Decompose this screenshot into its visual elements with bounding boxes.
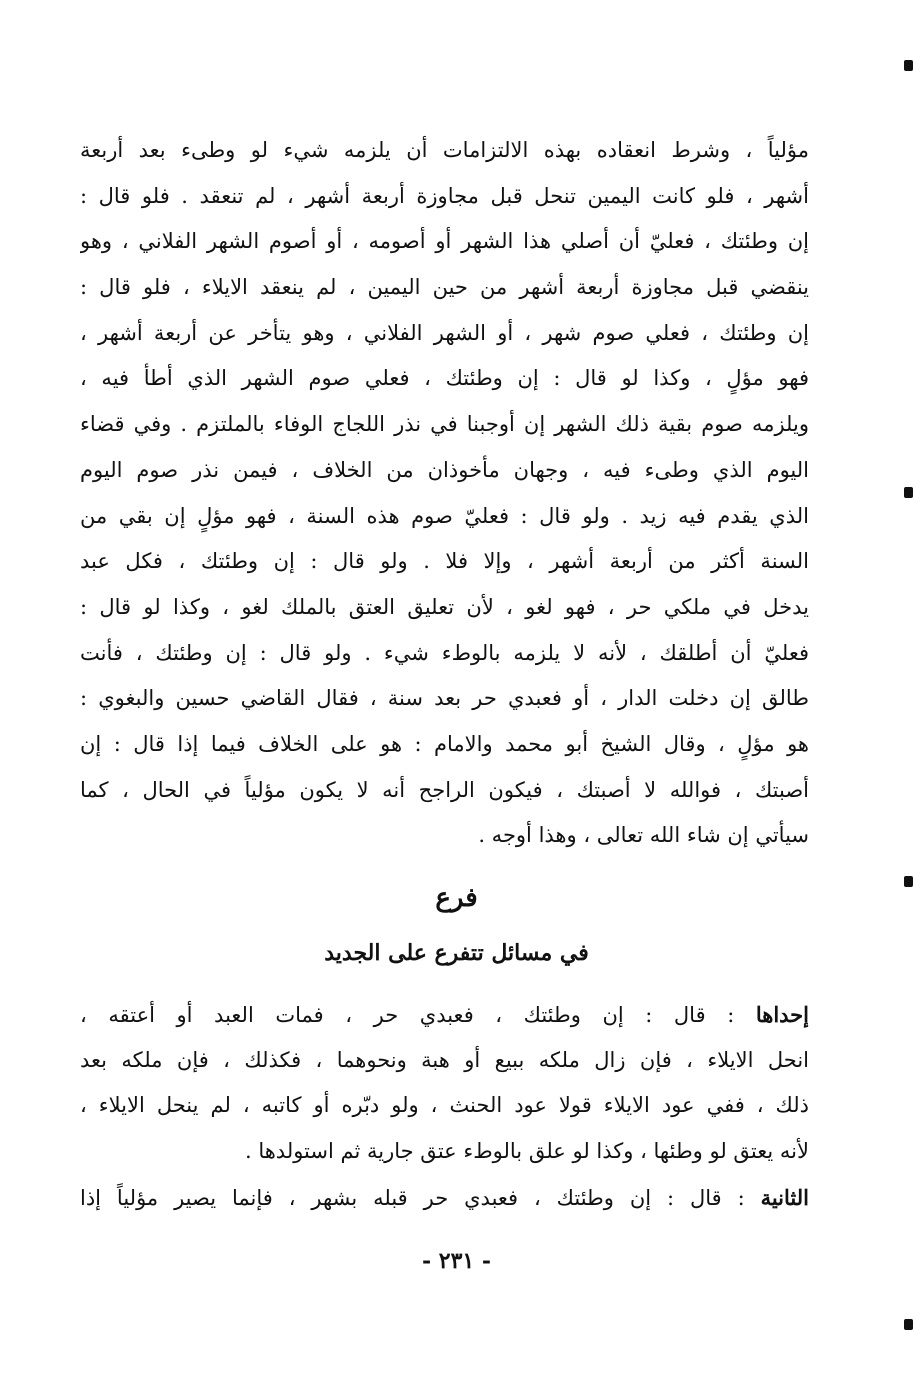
text-line: فهو مؤلٍ ، وكذا لو قال : إن وطئتك ، فعلي صوم الشهر الذي أطأ فيه ، — [80, 366, 809, 391]
text-line: فعليّ أن أطلقك ، لأنه لا يلزمه بالوطء شيء . ولو قال : إن وطئتك ، فأنت — [80, 640, 809, 665]
text-line: انحل الايلاء ، فإن زال ملكه ببيع أو هبة ونحوهما ، فكذلك ، فإن ملكه بعد — [80, 1047, 809, 1072]
text-line: طالق إن دخلت الدار ، أو فعبدي حر بعد سنة ، فقال القاضي حسين والبغوي : — [80, 686, 809, 711]
paragraph-2 — [80, 992, 809, 1175]
margin-mark — [904, 487, 913, 498]
paragraph-3 — [80, 1175, 809, 1221]
line-text: : قال : إن وطئتك ، فعبدي حر ، فمات العبد أو أعتقه ، — [80, 1003, 756, 1027]
text-line: الذي يقدم فيه زيد . ولو قال : فعليّ صوم هذه السنة ، فهو مؤلٍ إن بقي من — [80, 503, 809, 528]
line-text: : قال : إن وطئتك ، فعبدي حر قبله بشهر ، فإنما يصير مؤلياً إذا — [80, 1186, 761, 1210]
paragraph-1 — [80, 128, 809, 859]
text-line: يدخل في ملكي حر ، فهو لغو ، لأن تعليق العتق بالملك لغو ، وكذا لو قال : — [80, 594, 809, 619]
text-line: ذلك ، ففي عود الايلاء قولا عود الحنث ، ولو دبّره أو كاتبه ، لم ينحل الايلاء ، — [80, 1093, 809, 1118]
text-line: إن وطئتك ، فعلي صوم شهر ، أو الشهر الفلاني ، وهو يتأخر عن أربعة أشهر ، — [80, 320, 809, 345]
section-heading: فرع — [435, 883, 478, 913]
issue-label: الثانية — [760, 1185, 809, 1210]
text-line: سيأتي إن شاء الله تعالى ، وهذا أوجه . — [478, 823, 809, 848]
text-line: أشهر ، فلو كانت اليمين تنحل قبل مجاوزة أربعة أشهر ، لم تنعقد . فلو قال : — [80, 183, 809, 208]
text-line: أصبتك ، فوالله لا أصبتك ، فيكون الراجح أنه لا يكون مؤلياً في الحال ، كما — [80, 777, 809, 802]
text-line: اليوم الذي وطىء فيه ، وجهان مأخوذان من الخلاف ، فيمن نذر صوم اليوم — [80, 457, 809, 482]
text-line: ويلزمه صوم بقية ذلك الشهر إن أوجبنا في نذر اللجاج الوفاء بالملتزم . وفي قضاء — [80, 412, 809, 437]
text-line — [80, 992, 809, 1038]
section-subheading: في مسائل تتفرع على الجديد — [324, 940, 589, 966]
text-line: ينقضي قبل مجاوزة أربعة أشهر من حين اليمين ، لم ينعقد الايلاء ، فلو قال : — [80, 275, 809, 300]
text-line — [80, 1175, 809, 1221]
page-number: - ٢٣١ - — [421, 1248, 492, 1274]
text-line: مؤلياً ، وشرط انعقاده بهذه الالتزامات أن يلزمه شيء لو وطىء بعد أربعة — [80, 138, 809, 162]
text-line: هو مؤلٍ ، وقال الشيخ أبو محمد والامام : هو على الخلاف فيما إذا قال : إن — [80, 731, 809, 756]
issue-label: إحداها — [755, 1002, 809, 1027]
margin-mark — [904, 1319, 913, 1330]
text-line: لأنه يعتق لو وطئها ، وكذا لو علق بالوطء عتق جارية ثم استولدها . — [244, 1139, 809, 1164]
text-line: السنة أكثر من أربعة أشهر ، وإلا فلا . ولو قال : إن وطئتك ، فكل عبد — [80, 549, 809, 574]
margin-mark — [904, 60, 913, 71]
text-line: إن وطئتك ، فعليّ أن أصلي هذا الشهر أو أصومه ، أو أصوم الشهر الفلاني ، وهو — [80, 229, 809, 254]
